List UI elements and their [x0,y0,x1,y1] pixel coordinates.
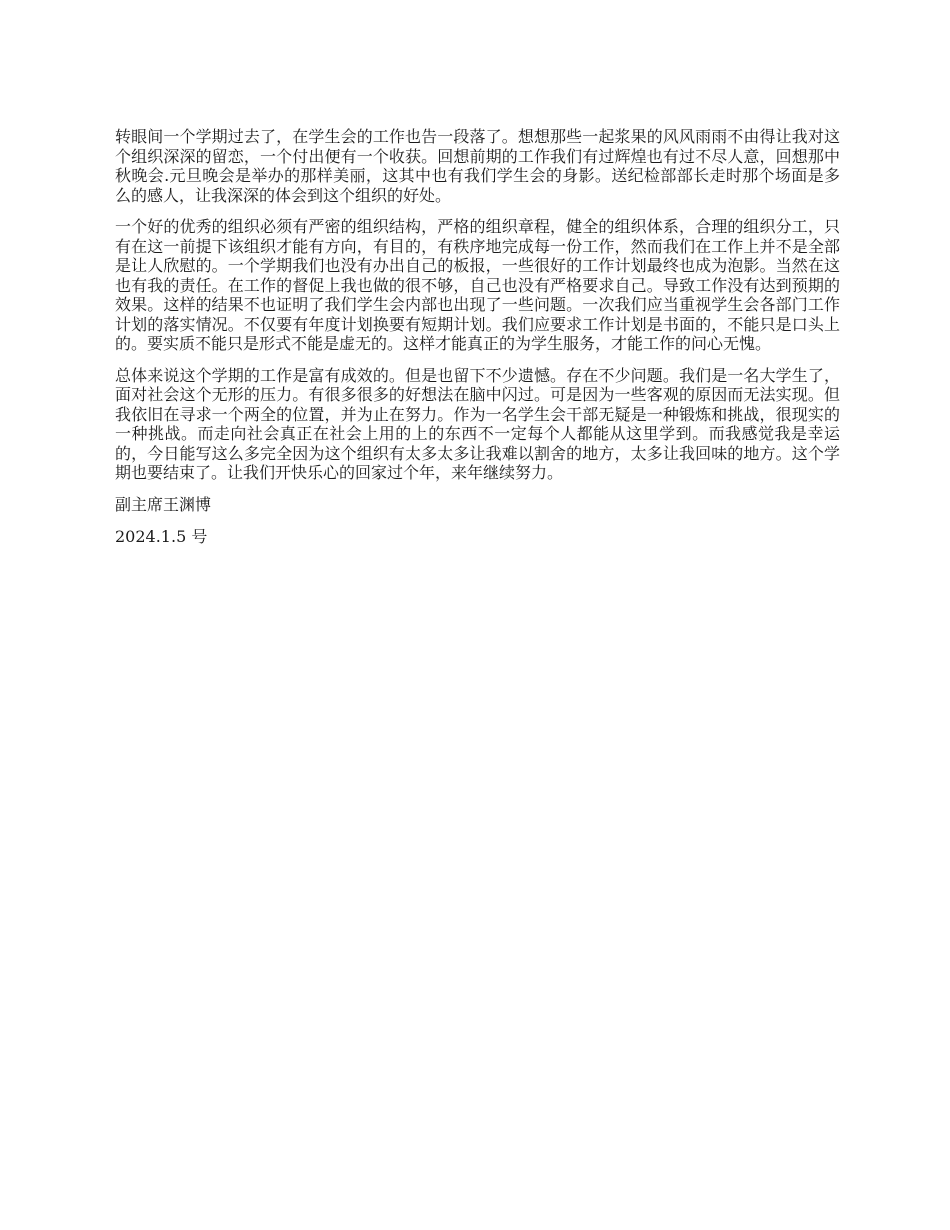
signature: 副主席王渊博 [115,494,212,514]
paragraph-2: 一个好的优秀的组织必须有严密的组织结构，严格的组织章程，健全的组织体系，合理的组织分工，只有在这一前提下该组织才能有方向，有目的，有秩序地完成每一份工作，然而我们在工作上并不是全部是让人欣慰的。一个学期我们也没有办出自己的板报，一些很好的工作计划最终也成为泡影。当然在这也有我的责任。在工作的督促上我也做的很不够，自己也没有严格要求自己。导致工作没有达到预期的效果。这样的结果不也证明了我们学生会内部也出现了一些问题。一次我们应当重视学生会各部门工作计划的落实情况。不仅要有年度计划换要有短期计划。我们应要求工作计划是书面的，不能只是口头上的。要实质不能只是形式不能是虚无的。这样才能真正的为学生服务，才能工作的问心无愧。 [115,217,840,353]
date: 2024.1.5 号 [115,527,208,546]
paragraph-3: 总体来说这个学期的工作是富有成效的。但是也留下不少遗憾。存在不少问题。我们是一名大学生了，面对社会这个无形的压力。有很多很多的好想法在脑中闪过。可是因为一些客观的原因而无法实现。但我依旧在寻求一个两全的位置，并为止在努力。作为一名学生会干部无疑是一种锻炼和挑战，很现实的一种挑战。而走向社会真正在社会上用的上的东西不一定每个人都能从这里学到。而我感觉我是幸运的，今日能写这么多完全因为这个组织有太多太多让我难以割舍的地方，太多让我回味的地方。这个学期也要结束了。让我们开快乐心的回家过个年，来年继续努力。 [115,365,840,482]
document-body [115,127,840,560]
paragraph-1: 转眼间一个学期过去了，在学生会的工作也告一段落了。想想那些一起浆果的风风雨雨不由得让我对这个组织深深的留恋，一个付出便有一个收获。回想前期的工作我们有过辉煌也有过不尽人意，回想那中秋晚会.元旦晚会是举办的那样美丽，这其中也有我们学生会的身影。送纪检部部长走时那个场面是多么的感人，让我深深的体会到这个组织的好处。 [115,127,840,205]
